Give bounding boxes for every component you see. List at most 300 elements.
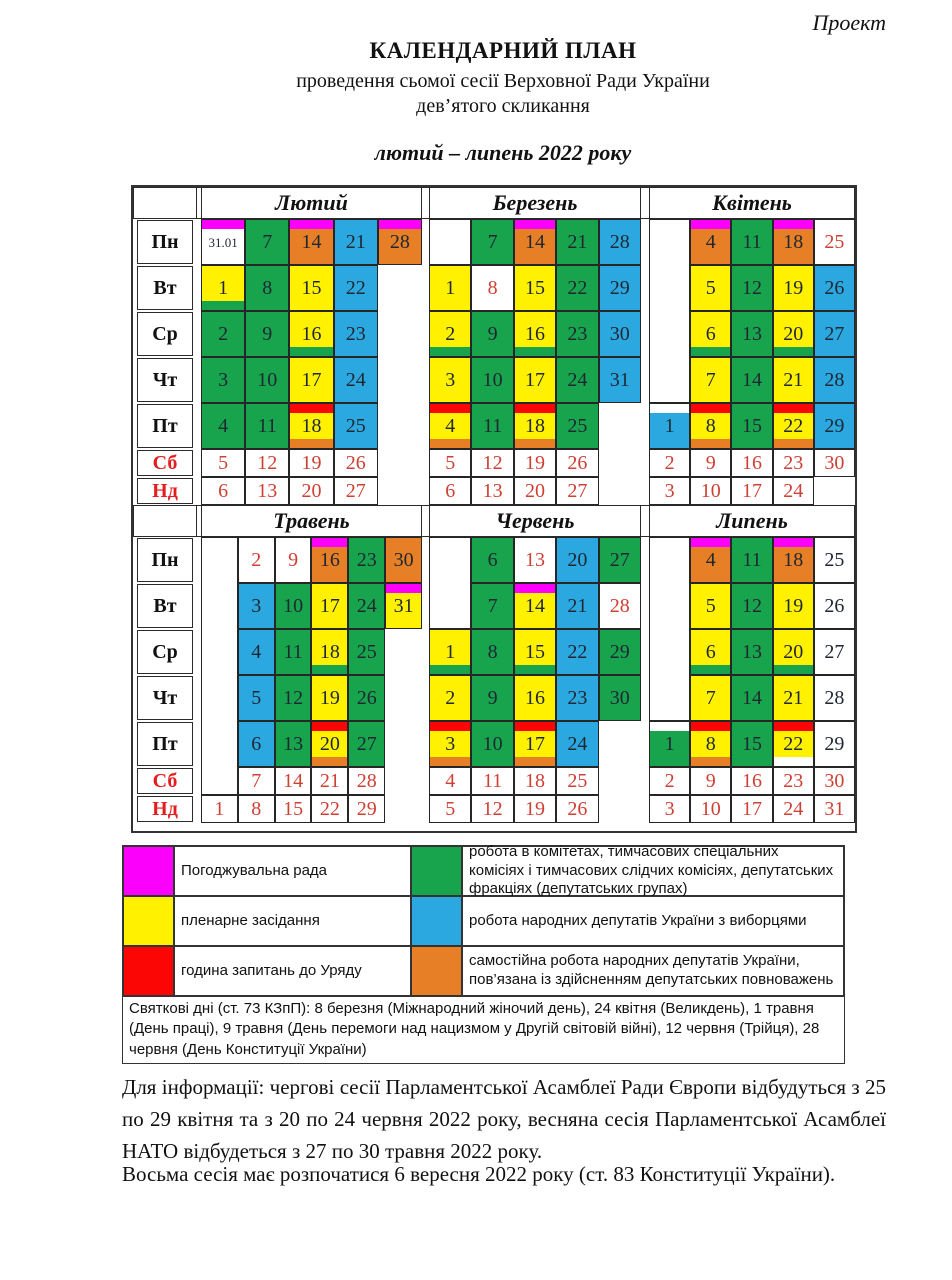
day-cell xyxy=(201,795,238,823)
day-number: 3 xyxy=(664,480,675,502)
activity-strip-bottom xyxy=(774,711,813,720)
day-cell-body xyxy=(650,796,689,822)
day-number: 13 xyxy=(482,480,503,502)
day-cell xyxy=(773,311,814,357)
day-cell-body xyxy=(430,768,470,794)
activity-strip-top xyxy=(691,676,730,685)
day-cell-body xyxy=(349,796,384,822)
day-number: 3 xyxy=(445,369,456,391)
activity-strip-top xyxy=(472,630,512,639)
day-cell-body xyxy=(246,478,288,504)
activity-strip-top xyxy=(515,312,555,321)
day-cell xyxy=(556,311,598,357)
day-cell-body xyxy=(202,796,237,822)
day-cell-body xyxy=(335,321,377,347)
activity-strip-bottom xyxy=(600,301,640,310)
day-cell-body xyxy=(691,367,730,393)
day-cell-body xyxy=(290,321,332,347)
activity-strip-bottom xyxy=(472,757,512,766)
day-cell-body xyxy=(774,593,813,619)
day-cell xyxy=(471,767,513,795)
day-cell-body xyxy=(650,731,689,757)
activity-strip-bottom xyxy=(600,619,640,628)
activity-strip-top xyxy=(815,404,854,413)
day-cell xyxy=(556,449,598,477)
day-number: 14 xyxy=(741,687,762,709)
holidays-note: Святкові дні (ст. 73 КЗпП): 8 березня (Міжнародний жіночий день), 24 квітня (Великдень), 1 травня (День праці), 9 травня (День перемоги над нацизмом у Другій світовій війні), 12 червня (Трійця), 28 червня (День Конституції України) xyxy=(122,995,845,1064)
activity-strip-top xyxy=(472,584,512,593)
activity-strip-top xyxy=(430,722,470,731)
day-cell-body xyxy=(290,478,332,504)
activity-strip-top xyxy=(600,538,640,547)
day-number: 3 xyxy=(445,733,456,755)
legend-swatch xyxy=(123,946,174,996)
activity-strip-bottom xyxy=(732,711,771,720)
activity-strip-top xyxy=(815,358,854,367)
day-cell-body xyxy=(515,229,555,255)
activity-strip-top xyxy=(312,676,347,685)
day-cell-body xyxy=(276,796,311,822)
day-number: 1 xyxy=(445,641,456,663)
activity-strip-bottom xyxy=(312,757,347,766)
activity-strip-bottom xyxy=(515,573,555,582)
activity-strip-top xyxy=(472,538,512,547)
activity-strip-bottom xyxy=(430,757,470,766)
day-cell-body xyxy=(650,450,689,476)
activity-strip-top xyxy=(515,538,555,547)
day-number: 4 xyxy=(445,770,456,792)
day-number: 30 xyxy=(393,549,414,571)
day-cell xyxy=(731,675,772,721)
day-cell xyxy=(245,449,289,477)
day-cell xyxy=(334,449,378,477)
legend-swatch xyxy=(123,846,174,896)
day-number: 11 xyxy=(482,770,503,792)
activity-strip-top xyxy=(691,538,730,547)
activity-strip-top xyxy=(557,584,597,593)
activity-strip-bottom xyxy=(732,665,771,674)
activity-strip-bottom xyxy=(239,711,274,720)
empty-cell xyxy=(599,721,641,823)
period-label: лютий – липень 2022 року xyxy=(374,140,632,165)
day-cell-body xyxy=(515,768,555,794)
day-cell-body xyxy=(732,321,771,347)
day-cell xyxy=(773,449,814,477)
day-cell-body xyxy=(600,275,640,301)
day-number: 16 xyxy=(301,323,322,345)
day-cell-body xyxy=(557,731,597,757)
day-cell-body xyxy=(600,593,640,619)
activity-strip-bottom xyxy=(472,439,512,448)
day-cell-body xyxy=(815,796,854,822)
activity-strip-bottom xyxy=(815,711,854,720)
day-cell-body xyxy=(335,450,377,476)
activity-strip-top xyxy=(349,676,384,685)
activity-strip-bottom xyxy=(515,301,555,310)
activity-strip-top xyxy=(557,722,597,731)
activity-strip-bottom xyxy=(290,301,332,310)
activity-strip-top xyxy=(515,404,555,413)
day-number: 14 xyxy=(283,770,304,792)
day-number: 28 xyxy=(609,595,630,617)
day-number: 5 xyxy=(251,687,262,709)
day-cell-body xyxy=(472,450,512,476)
day-number: 10 xyxy=(482,733,503,755)
activity-strip-bottom xyxy=(650,757,689,766)
activity-strip-bottom xyxy=(774,347,813,356)
day-cell-body xyxy=(815,547,854,573)
day-cell-body xyxy=(430,478,470,504)
activity-strip-top xyxy=(472,220,512,229)
day-cell-body xyxy=(472,547,512,573)
activity-strip-bottom xyxy=(202,255,244,264)
day-cell xyxy=(731,583,772,629)
day-cell-body xyxy=(815,593,854,619)
day-cell xyxy=(471,629,513,675)
day-number: 13 xyxy=(741,641,762,663)
day-number: 27 xyxy=(567,480,588,502)
day-cell-body xyxy=(732,450,771,476)
weekday-label-Чт: Чт xyxy=(137,358,193,402)
activity-strip-bottom xyxy=(691,347,730,356)
day-number: 25 xyxy=(824,231,845,253)
day-cell xyxy=(471,477,513,505)
activity-strip-bottom xyxy=(515,619,555,628)
day-cell xyxy=(814,403,855,449)
page-title: КАЛЕНДАРНИЙ ПЛАН xyxy=(369,38,637,63)
activity-strip-top xyxy=(202,220,244,229)
activity-strip-bottom xyxy=(557,757,597,766)
day-cell xyxy=(514,265,556,311)
day-number: 19 xyxy=(524,798,545,820)
draft-label: Проект xyxy=(812,10,886,35)
activity-strip-bottom xyxy=(472,393,512,402)
day-cell-body xyxy=(246,275,288,301)
activity-strip-bottom xyxy=(472,619,512,628)
weekday-label-Сб: Сб xyxy=(137,450,193,476)
activity-strip-top xyxy=(312,538,347,547)
day-cell-body xyxy=(335,229,377,255)
day-cell xyxy=(289,477,333,505)
day-cell xyxy=(556,675,598,721)
activity-strip-bottom xyxy=(774,393,813,402)
day-cell-body xyxy=(650,478,689,504)
activity-strip-top xyxy=(515,358,555,367)
day-cell xyxy=(814,795,855,823)
day-cell-body xyxy=(202,450,244,476)
day-cell xyxy=(334,219,378,265)
activity-strip-bottom xyxy=(732,573,771,582)
day-number: 27 xyxy=(345,480,366,502)
activity-strip-top xyxy=(202,312,244,321)
activity-strip-top xyxy=(691,312,730,321)
activity-strip-top xyxy=(557,630,597,639)
day-cell xyxy=(814,449,855,477)
day-cell-body xyxy=(349,593,384,619)
activity-strip-bottom xyxy=(430,393,470,402)
day-cell xyxy=(348,537,385,583)
day-cell-body xyxy=(246,229,288,255)
day-number: 24 xyxy=(783,480,804,502)
activity-strip-top xyxy=(691,722,730,731)
activity-strip-top xyxy=(335,220,377,229)
day-cell xyxy=(731,537,772,583)
day-number: 20 xyxy=(524,480,545,502)
activity-strip-bottom xyxy=(276,711,311,720)
activity-strip-top xyxy=(774,584,813,593)
day-cell xyxy=(649,449,690,477)
day-cell xyxy=(814,265,855,311)
day-cell-body xyxy=(239,796,274,822)
empty-cell xyxy=(201,537,238,795)
day-cell-body xyxy=(691,321,730,347)
empty-cell xyxy=(385,629,422,823)
activity-strip-top xyxy=(515,676,555,685)
activity-strip-bottom xyxy=(600,393,640,402)
day-number: 19 xyxy=(783,277,804,299)
activity-strip-top xyxy=(386,584,421,593)
activity-strip-bottom xyxy=(276,665,311,674)
activity-strip-top xyxy=(815,630,854,639)
activity-strip-bottom xyxy=(600,573,640,582)
month-title-may: Травень xyxy=(201,505,422,537)
day-cell-body xyxy=(335,275,377,301)
gutter-line xyxy=(422,505,429,537)
day-number: 24 xyxy=(356,595,377,617)
activity-strip-top xyxy=(600,630,640,639)
day-cell xyxy=(599,537,641,583)
day-number: 29 xyxy=(609,277,630,299)
day-cell-body xyxy=(557,413,597,439)
day-cell xyxy=(311,721,348,767)
day-cell xyxy=(690,537,731,583)
activity-strip-top xyxy=(246,220,288,229)
empty-cell xyxy=(429,219,471,265)
day-number: 2 xyxy=(445,323,456,345)
day-cell xyxy=(690,767,731,795)
day-cell-body xyxy=(312,731,347,757)
activity-strip-top xyxy=(600,584,640,593)
day-cell-body xyxy=(557,367,597,393)
info-paragraph-2: Восьма сесія має розпочатися 6 вересня 2022 року (ст. 83 Конституції України). xyxy=(122,1162,836,1186)
activity-strip-top xyxy=(349,584,384,593)
day-number: 31.01 xyxy=(208,234,238,250)
day-cell-body xyxy=(202,478,244,504)
weekday-label-Ср: Ср xyxy=(137,312,193,356)
day-number: 16 xyxy=(741,770,762,792)
activity-strip-bottom xyxy=(815,255,854,264)
activity-strip-bottom xyxy=(246,347,288,356)
day-number: 7 xyxy=(705,369,716,391)
activity-strip-bottom xyxy=(815,393,854,402)
day-cell xyxy=(773,219,814,265)
day-number: 28 xyxy=(824,369,845,391)
activity-strip-bottom xyxy=(202,439,244,448)
weekday-label-Чт: Чт xyxy=(137,676,193,720)
day-number: 10 xyxy=(700,480,721,502)
day-number: 17 xyxy=(741,798,762,820)
activity-strip-top xyxy=(557,266,597,275)
day-cell-body xyxy=(515,685,555,711)
day-cell xyxy=(471,795,513,823)
day-cell xyxy=(471,265,513,311)
day-cell xyxy=(814,537,855,583)
day-cell xyxy=(201,311,245,357)
day-cell xyxy=(649,795,690,823)
day-number: 8 xyxy=(705,733,716,755)
day-cell-body xyxy=(202,275,244,301)
weekday-label-Пт: Пт xyxy=(137,404,193,448)
activity-strip-bottom xyxy=(650,439,689,448)
activity-strip-bottom xyxy=(312,711,347,720)
day-cell xyxy=(690,629,731,675)
activity-strip-bottom xyxy=(430,347,470,356)
day-number: 12 xyxy=(257,452,278,474)
activity-strip-bottom xyxy=(276,757,311,766)
day-cell-body xyxy=(557,478,597,504)
day-cell xyxy=(289,449,333,477)
day-cell xyxy=(514,629,556,675)
activity-strip-bottom xyxy=(815,347,854,356)
day-cell-body xyxy=(246,321,288,347)
activity-strip-bottom xyxy=(276,573,311,582)
day-cell-body xyxy=(732,275,771,301)
day-cell xyxy=(238,583,275,629)
day-cell xyxy=(385,537,422,583)
day-cell xyxy=(599,675,641,721)
day-cell xyxy=(814,767,855,795)
day-number: 6 xyxy=(218,480,229,502)
day-number: 3 xyxy=(251,595,262,617)
day-cell-body xyxy=(379,229,421,255)
activity-strip-top xyxy=(472,722,512,731)
day-cell xyxy=(814,721,855,767)
day-cell xyxy=(773,477,814,505)
day-number: 27 xyxy=(356,733,377,755)
day-cell xyxy=(599,583,641,629)
activity-strip-bottom xyxy=(774,619,813,628)
day-cell xyxy=(556,477,598,505)
activity-strip-top xyxy=(379,220,421,229)
activity-strip-bottom xyxy=(815,619,854,628)
day-number: 31 xyxy=(824,798,845,820)
day-number: 15 xyxy=(301,277,322,299)
day-number: 22 xyxy=(319,798,340,820)
day-cell xyxy=(201,449,245,477)
day-cell-body xyxy=(202,229,244,255)
day-number: 18 xyxy=(319,641,340,663)
day-cell-body xyxy=(239,593,274,619)
legend xyxy=(122,842,845,997)
day-cell-body xyxy=(290,229,332,255)
activity-strip-top xyxy=(349,722,384,731)
day-cell xyxy=(429,767,471,795)
day-number: 3 xyxy=(218,369,229,391)
activity-strip-top xyxy=(774,266,813,275)
day-cell xyxy=(471,721,513,767)
activity-strip-bottom xyxy=(691,573,730,582)
day-cell xyxy=(599,219,641,265)
day-number: 8 xyxy=(705,415,716,437)
day-cell xyxy=(471,583,513,629)
day-number: 2 xyxy=(664,452,675,474)
activity-strip-top xyxy=(557,358,597,367)
day-cell xyxy=(556,767,598,795)
legend-label: година запитань до Уряду xyxy=(174,946,411,996)
month-grid-february xyxy=(201,219,422,505)
day-cell xyxy=(429,675,471,721)
activity-strip-top xyxy=(276,584,311,593)
day-cell xyxy=(471,537,513,583)
activity-strip-bottom xyxy=(774,255,813,264)
day-number: 20 xyxy=(783,641,804,663)
activity-strip-bottom xyxy=(732,347,771,356)
empty-cell xyxy=(649,219,690,403)
day-cell-body xyxy=(515,547,555,573)
day-number: 12 xyxy=(482,798,503,820)
day-cell xyxy=(348,675,385,721)
day-cell xyxy=(289,403,333,449)
day-cell-body xyxy=(202,321,244,347)
day-cell-body xyxy=(472,321,512,347)
activity-strip-top xyxy=(815,722,854,731)
day-number: 4 xyxy=(445,415,456,437)
day-cell xyxy=(471,675,513,721)
day-cell xyxy=(814,675,855,721)
day-cell-body xyxy=(600,229,640,255)
day-number: 9 xyxy=(705,770,716,792)
activity-strip-top xyxy=(600,220,640,229)
day-cell-body xyxy=(774,685,813,711)
activity-strip-top xyxy=(246,358,288,367)
activity-strip-top xyxy=(515,584,555,593)
day-cell xyxy=(471,403,513,449)
activity-strip-bottom xyxy=(691,711,730,720)
day-cell xyxy=(773,795,814,823)
day-cell-body xyxy=(515,593,555,619)
day-number: 14 xyxy=(524,595,545,617)
day-cell-body xyxy=(691,229,730,255)
day-cell xyxy=(348,721,385,767)
activity-strip-bottom xyxy=(246,439,288,448)
corner-cell-top xyxy=(133,187,197,219)
day-cell-body xyxy=(815,321,854,347)
day-cell xyxy=(334,265,378,311)
day-cell xyxy=(556,795,598,823)
activity-strip-bottom xyxy=(472,347,512,356)
day-cell-body xyxy=(732,229,771,255)
day-cell xyxy=(556,265,598,311)
day-number: 30 xyxy=(824,452,845,474)
activity-strip-top xyxy=(472,404,512,413)
legend-swatch xyxy=(411,846,462,896)
day-number: 17 xyxy=(524,733,545,755)
day-cell xyxy=(289,265,333,311)
activity-strip-bottom xyxy=(202,393,244,402)
gutter-line xyxy=(422,187,429,219)
day-number: 22 xyxy=(783,733,804,755)
day-number: 29 xyxy=(824,733,845,755)
day-cell xyxy=(556,357,598,403)
activity-strip-bottom xyxy=(430,301,470,310)
activity-strip-bottom xyxy=(430,711,470,720)
day-cell xyxy=(289,219,333,265)
day-cell xyxy=(773,767,814,795)
activity-strip-bottom xyxy=(335,255,377,264)
day-number: 24 xyxy=(345,369,366,391)
day-number: 10 xyxy=(283,595,304,617)
activity-strip-top xyxy=(774,404,813,413)
